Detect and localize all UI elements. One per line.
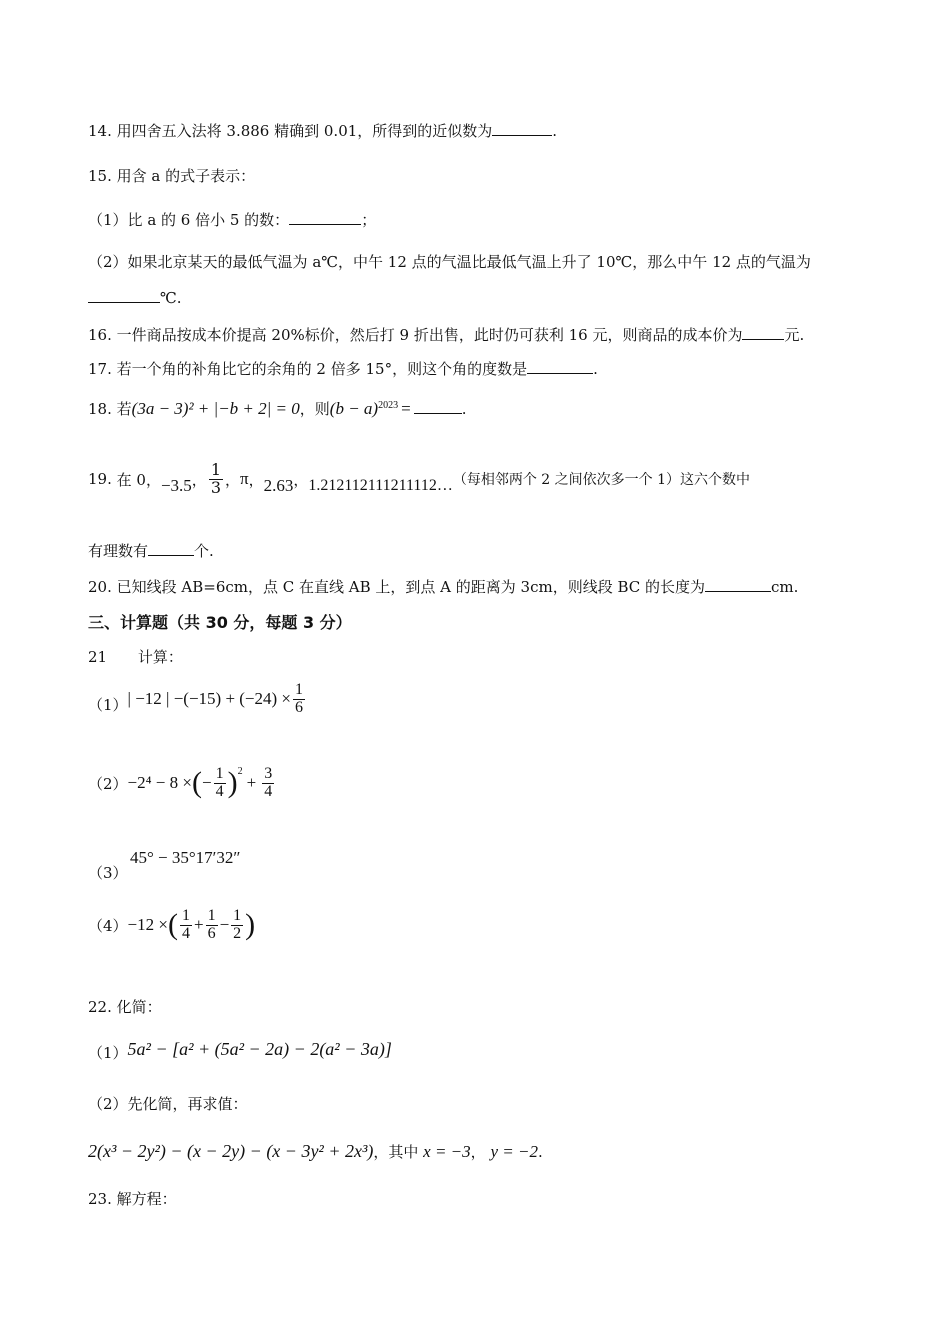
part-label: （1） xyxy=(88,1044,128,1062)
question-text: 已知线段 AB=6cm，点 C 在直线 AB 上，到点 A 的距离为 3cm，则线段 BC 的长度为 xyxy=(116,578,706,596)
question-text: 计算： xyxy=(137,648,183,666)
question-number: 21 xyxy=(88,648,108,666)
expression-text: −12 × xyxy=(127,915,168,935)
question-15-part-2-answer xyxy=(88,288,182,307)
answer-blank[interactable] xyxy=(492,121,552,136)
question-15 xyxy=(88,165,255,186)
unit: cm. xyxy=(771,578,799,596)
left-paren: ( xyxy=(192,766,202,800)
question-number: 18. xyxy=(88,400,112,418)
math-expression: 5a² − [a² + (5a² − 2a) − 2(a² − 3a)] xyxy=(127,1039,392,1059)
fraction xyxy=(262,766,274,801)
question-text: 解方程： xyxy=(116,1190,177,1208)
question-21-part-3-label xyxy=(88,862,128,883)
fraction xyxy=(180,908,192,943)
fraction xyxy=(206,908,218,943)
numerator: 1 xyxy=(295,681,304,698)
part-label: （2） xyxy=(88,1095,128,1113)
question-number: 22. xyxy=(88,998,112,1016)
pi-symbol: π xyxy=(240,469,249,489)
punct: ， xyxy=(248,470,264,489)
question-number: 16. xyxy=(88,326,112,344)
punct: ， xyxy=(470,1143,486,1161)
numerator: 3 xyxy=(264,765,273,782)
denominator: 2 xyxy=(233,924,242,942)
answer-blank[interactable] xyxy=(414,399,462,414)
expression-text: | −12 | −(−15) + (−24) × xyxy=(127,689,292,709)
question-21-part-4 xyxy=(88,908,255,943)
punct: ， xyxy=(225,470,241,489)
question-text: 若一个角的补角比它的余角的 2 倍多 15°，则这个角的度数是 xyxy=(116,360,528,378)
number-neg-3-5: −3.5 xyxy=(160,476,192,496)
punct: ， xyxy=(293,470,309,489)
repeating-decimal: 2.63 xyxy=(263,476,294,496)
question-15-part-1 xyxy=(88,209,376,230)
expression-text: −2⁴ − 8 × xyxy=(127,773,192,793)
numerator: 1 xyxy=(233,907,242,924)
math-exponent: 2023 xyxy=(378,400,399,411)
answer-blank[interactable] xyxy=(705,577,771,592)
question-15-part-2 xyxy=(88,251,811,272)
question-number: 15. xyxy=(88,167,112,185)
punct: . xyxy=(537,1143,543,1161)
denominator: 4 xyxy=(181,924,190,942)
question-19-answer xyxy=(88,540,214,561)
math-expression: −2⁴ − 8 × ( − $\frac{1}{4}$ ) $^2$ + $\frac{3}{4}$ xyxy=(127,765,273,800)
math-expression: −12 × ( $\frac{1}{4}$ + $\frac{1}{6}$ − $\frac{1}{2}$ ) xyxy=(127,907,256,942)
question-number: 19. xyxy=(88,470,112,489)
question-23 xyxy=(88,1188,177,1209)
denominator: 4 xyxy=(264,782,273,800)
part-text: 比 a 的 6 倍小 5 的数： xyxy=(127,211,290,229)
fraction xyxy=(293,682,305,717)
answer-blank[interactable] xyxy=(527,359,593,374)
left-paren: ( xyxy=(167,908,178,942)
fraction xyxy=(231,908,243,943)
question-text: 在 0， xyxy=(116,470,161,489)
question-17 xyxy=(88,358,598,379)
question-22-part-2-expression xyxy=(88,1136,543,1162)
question-14 xyxy=(88,120,557,141)
question-text: ，则 xyxy=(299,400,330,418)
punct: . xyxy=(461,400,467,418)
question-text: 一件商品按成本价提高 20%标价，然后打 9 折出售，此时仍可获利 16 元，则商品的成本价为 xyxy=(116,326,743,344)
question-text: 化简： xyxy=(116,998,162,1016)
unit: ℃. xyxy=(160,289,182,307)
part-text: 先化简，再求值： xyxy=(127,1095,248,1113)
denominator: 6 xyxy=(295,698,304,716)
x-value: x = −3 xyxy=(423,1142,471,1161)
question-number: 20. xyxy=(88,578,112,596)
question-19 xyxy=(88,462,750,497)
question-22-part-1 xyxy=(88,1036,392,1063)
part-label: （2） xyxy=(88,253,128,271)
question-16 xyxy=(88,324,804,345)
question-text: 用四舍五入法将 3.886 精确到 0.01，所得到的近似数为 xyxy=(116,122,493,140)
punct: . xyxy=(593,360,598,378)
answer-blank[interactable] xyxy=(289,210,361,225)
math-expression: (b − a) xyxy=(329,399,379,418)
denominator: 3 xyxy=(210,477,221,497)
unit: 个. xyxy=(194,542,214,560)
part-label: （1） xyxy=(88,211,128,229)
math-expression: 45° − 35°17′32″ xyxy=(130,848,241,867)
unit: 元. xyxy=(784,326,805,344)
part-label: （2） xyxy=(88,774,128,793)
answer-blank[interactable] xyxy=(148,541,194,556)
fraction-one-third xyxy=(209,462,223,497)
denominator: 6 xyxy=(207,924,216,942)
question-text: 用含 a 的式子表示： xyxy=(116,167,256,185)
question-number: 17. xyxy=(88,360,112,378)
punct: . xyxy=(552,122,558,140)
question-22 xyxy=(88,996,162,1017)
question-text: 有理数有 xyxy=(88,542,149,560)
math-expression: 2(x³ − 2y²) − (x − 2y) − (x − 3y² + 2x³) xyxy=(88,1141,374,1161)
question-number: 23. xyxy=(88,1190,112,1208)
right-paren: ) xyxy=(227,766,238,800)
denominator: 4 xyxy=(215,782,224,800)
numerator: 1 xyxy=(181,907,190,924)
question-21-part-2 xyxy=(88,766,276,801)
question-22-part-2 xyxy=(88,1093,248,1114)
math-expression xyxy=(128,682,307,717)
question-18 xyxy=(88,398,466,419)
math-equals: = xyxy=(401,399,411,418)
right-paren: ) xyxy=(245,908,256,942)
plus-sign: + xyxy=(246,773,257,793)
y-value: y = −2 xyxy=(490,1142,538,1161)
numerator: 1 xyxy=(215,765,224,782)
section-3-title: 三、计算题（共 30 分，每题 3 分） xyxy=(88,613,352,632)
numerator: 1 xyxy=(210,460,221,479)
question-text: （每相邻两个 2 之间依次多一个 1）这六个数中 xyxy=(452,472,750,489)
part-text: 如果北京某天的最低气温为 a℃，中午 12 点的气温比最低气温上升了 10℃，那么中午 12 点的气温为 xyxy=(127,253,811,271)
question-text: ，其中 xyxy=(373,1143,419,1161)
question-21 xyxy=(88,646,183,667)
question-text: 若 xyxy=(116,400,132,418)
math-condition: (3a − 3)² + |−b + 2| = 0 xyxy=(131,399,300,418)
question-21-part-1 xyxy=(88,682,307,717)
question-20 xyxy=(88,576,798,597)
answer-blank[interactable] xyxy=(742,325,784,340)
question-number: 14. xyxy=(88,122,112,140)
fraction xyxy=(214,766,226,801)
nonrepeating-decimal: 1.212112111211112… xyxy=(308,477,453,495)
part-label: （4） xyxy=(88,916,128,935)
punct: ， xyxy=(191,470,207,489)
exponent: 2 xyxy=(237,766,243,777)
numerator: 1 xyxy=(207,907,216,924)
part-label: （3） xyxy=(88,864,128,882)
part-label: （1） xyxy=(88,695,128,714)
punct: ； xyxy=(361,211,377,229)
answer-blank[interactable] xyxy=(88,288,160,303)
